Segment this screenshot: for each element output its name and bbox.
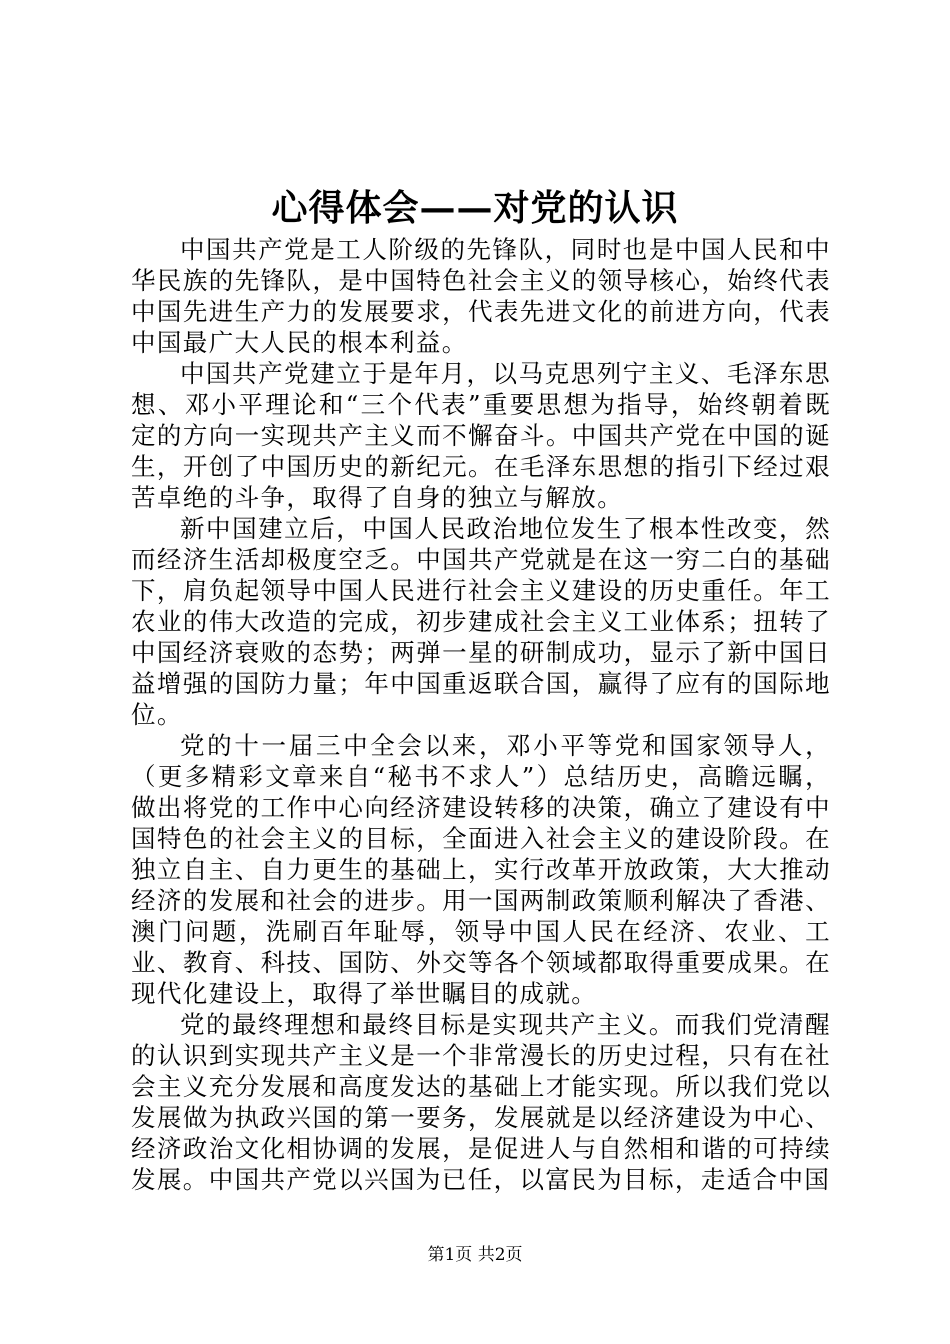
paragraph: 党的十一届三中全会以来，邓小平等党和国家领导人，（更多精彩文章来自“秘书不求人”）总结历史，高瞻远瞩，做出将党的工作中心向经济建设转移的决策，确立了建设有中国特色的社会主义的目标，全面进入社会主义的建设阶段。在独立自主、自力更生的基础上，实行改革开放政策，大大推动经济的发展和社会的进步。用一国两制政策顺利解决了香港、澳门问题，洗刷百年耻辱，领导中国人民在经济、农业、工业、教育、科技、国防、外交等各个领域都取得重要成果。在现代化建设上，取得了举世瞩目的成就。 xyxy=(131,731,831,1008)
page-footer: 第1页 共2页 xyxy=(427,1245,523,1265)
paragraph: 新中国建立后，中国人民政治地位发生了根本性改变，然而经济生活却极度空乏。中国共产党就是在这一穷二白的基础下，肩负起领导中国人民进行社会主义建设的历史重任。年工农业的伟大改造的完成，初步建成社会主义工业体系；扭转了中国经济衰败的态势；两弹一星的研制成功，显示了新中国日益增强的国防力量；年中国重返联合国，赢得了应有的国际地位。 xyxy=(131,514,831,729)
document-title: 心得体会——对党的认识 xyxy=(271,187,679,229)
document-body xyxy=(131,234,831,1195)
paragraph: 中国共产党是工人阶级的先锋队，同时也是中国人民和中华民族的先锋队，是中国特色社会主义的领导核心，始终代表中国先进生产力的发展要求，代表先进文化的前进方向，代表中国最广大人民的根本利益。 xyxy=(131,235,831,357)
paragraph: 党的最终理想和最终目标是实现共产主义。而我们党清醒的认识到实现共产主义是一个非常漫长的历史过程，只有在社会主义充分发展和高度发达的基础上才能实现。所以我们党以发展做为执政兴国的第一要务，发展就是以经济建设为中心、经济政治文化相协调的发展，是促进人与自然相和谐的可持续发展。中国共产党以兴国为已任，以富民为目标，走适合中国 xyxy=(131,1010,831,1194)
paragraph: 中国共产党建立于是年月，以马克思列宁主义、毛泽东思想、邓小平理论和“三个代表”重要思想为指导，始终朝着既定的方向一实现共产主义而不懈奋斗。中国共产党在中国的诞生，开创了中国历史的新纪元。在毛泽东思想的指引下经过艰苦卓绝的斗争，取得了自身的独立与解放。 xyxy=(131,359,831,512)
